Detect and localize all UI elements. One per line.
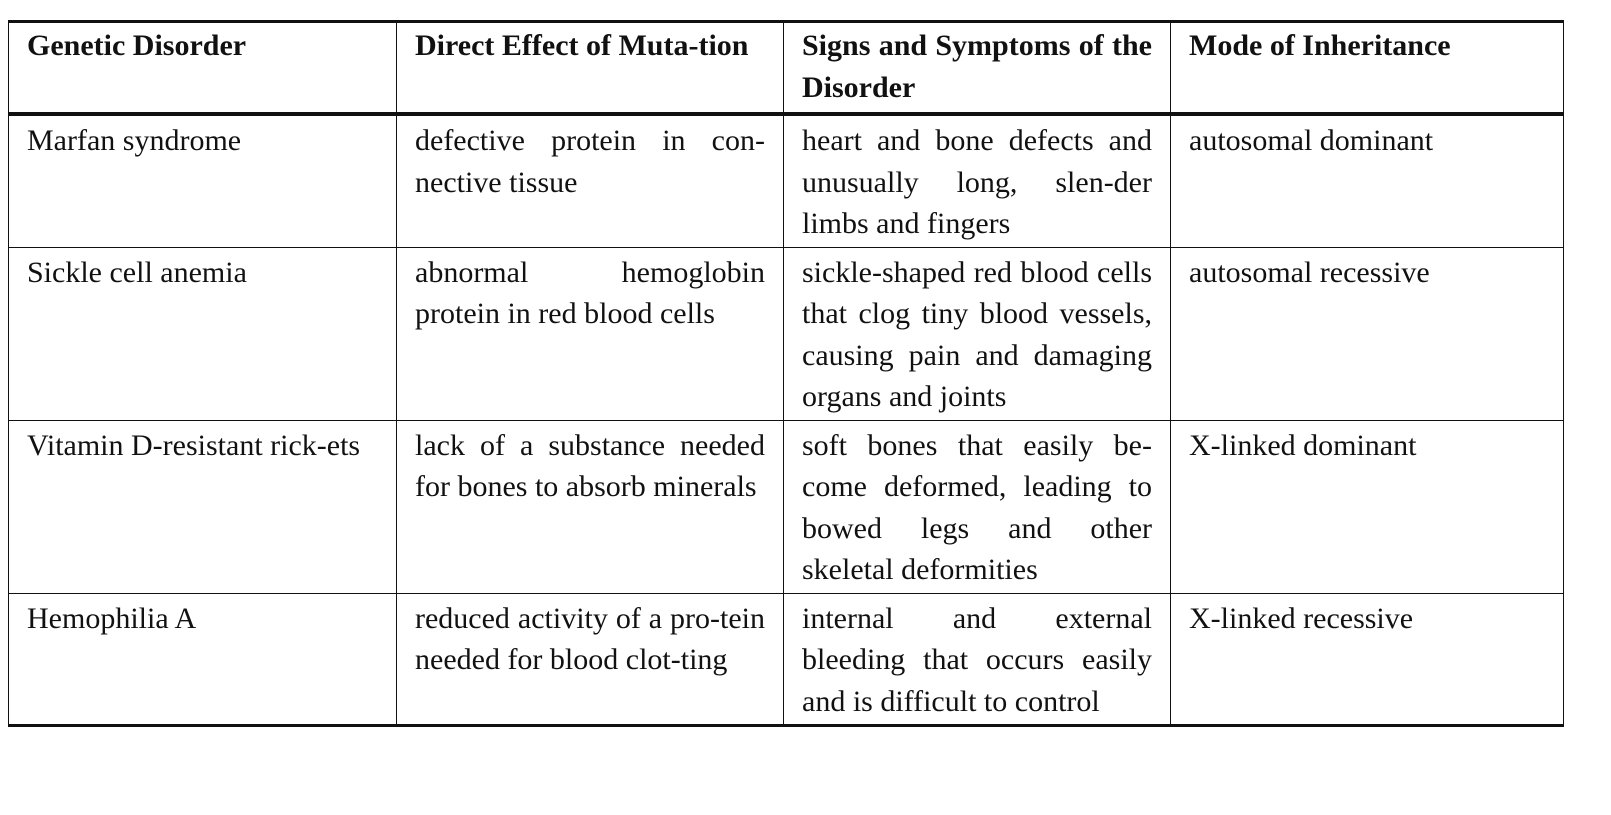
cell-disorder: Hemophilia A (9, 593, 397, 726)
cell-disorder: Sickle cell anemia (9, 247, 397, 420)
header-direct-effect: Direct Effect of Muta-tion (397, 22, 784, 115)
cell-inheritance: X-linked recessive (1171, 593, 1564, 726)
table-row-marfan (9, 114, 1564, 247)
header-mode-of-inheritance: Mode of Inheritance (1171, 22, 1564, 115)
header-genetic-disorder: Genetic Disorder (9, 22, 397, 115)
cell-symptoms: internal and external bleeding that occurs easily and is difficult to control (784, 593, 1171, 726)
genetic-disorders-table (8, 20, 1564, 727)
cell-inheritance: autosomal recessive (1171, 247, 1564, 420)
cell-effect: reduced activity of a pro-tein needed for blood clot-ting (397, 593, 784, 726)
cell-inheritance: X-linked dominant (1171, 420, 1564, 593)
table-row-sickle-cell (9, 247, 1564, 420)
cell-effect: defective protein in con-nective tissue (397, 114, 784, 247)
cell-symptoms: soft bones that easily be-come deformed, leading to bowed legs and other skeletal deformities (784, 420, 1171, 593)
header-signs-symptoms: Signs and Symptoms of the Disorder (784, 22, 1171, 115)
cell-symptoms: sickle-shaped red blood cells that clog tiny blood vessels, causing pain and damaging organs and joints (784, 247, 1171, 420)
cell-inheritance: autosomal dominant (1171, 114, 1564, 247)
cell-disorder: Vitamin D-resistant rick-ets (9, 420, 397, 593)
cell-effect: lack of a substance needed for bones to absorb minerals (397, 420, 784, 593)
table-row-rickets (9, 420, 1564, 593)
table-row-hemophilia (9, 593, 1564, 726)
cell-symptoms: heart and bone defects and unusually long, slen-der limbs and fingers (784, 114, 1171, 247)
table-header-row (9, 22, 1564, 115)
cell-effect: abnormal hemoglobin protein in red blood cells (397, 247, 784, 420)
cell-disorder: Marfan syndrome (9, 114, 397, 247)
